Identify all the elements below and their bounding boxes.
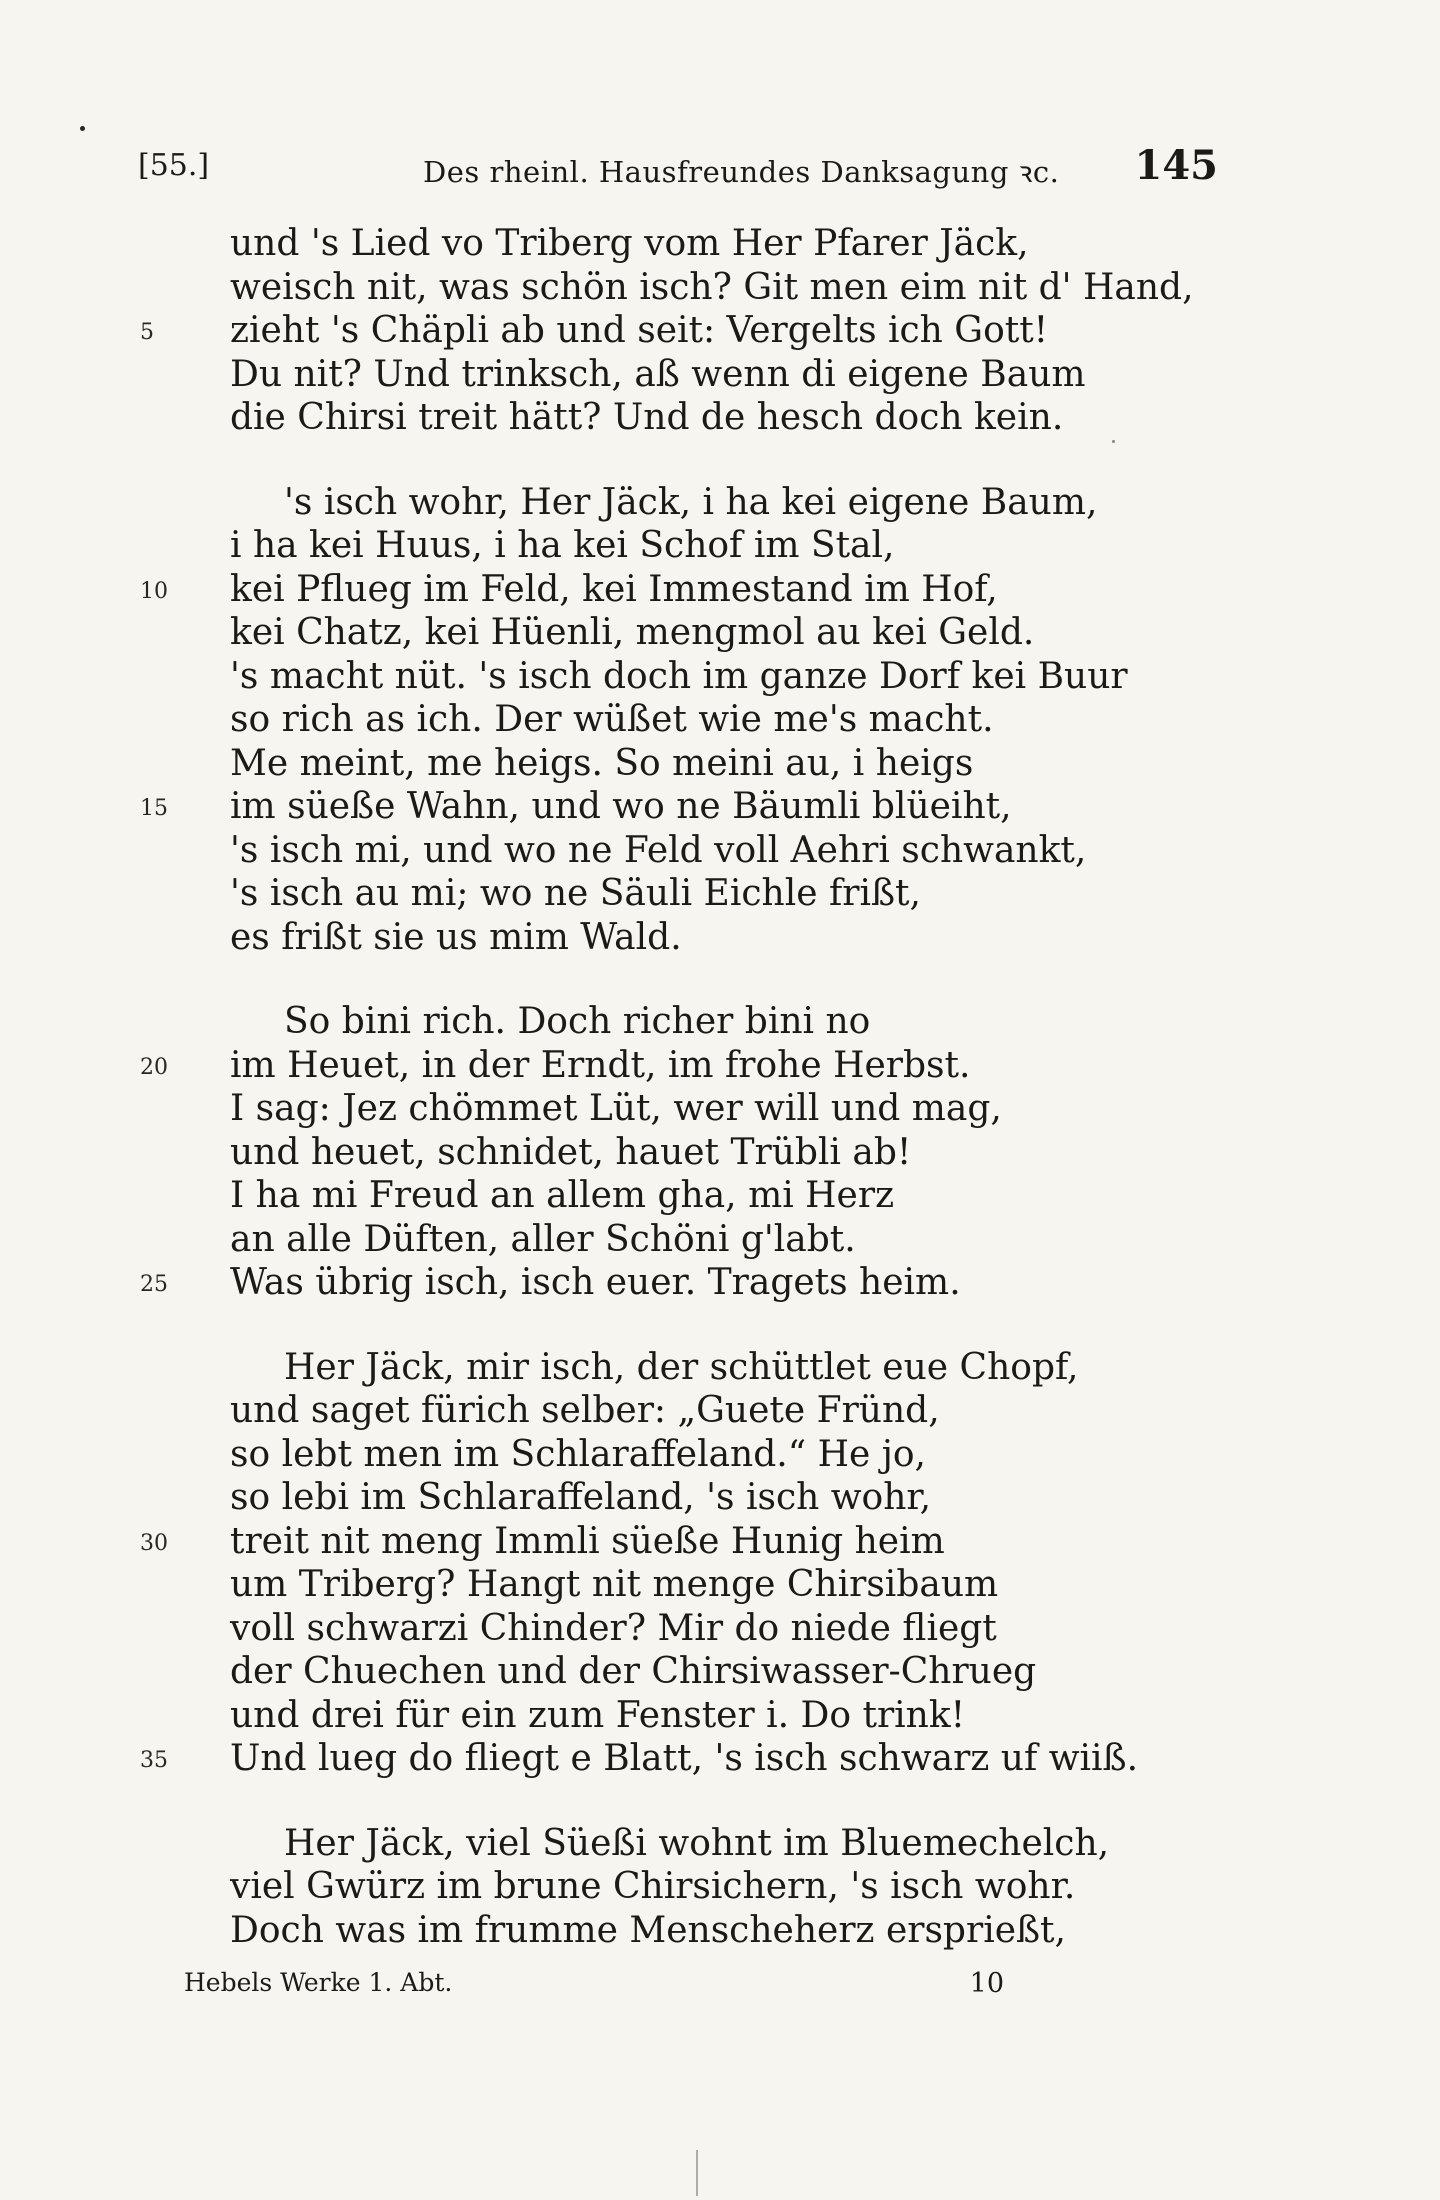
verse-text: i ha kei Huus, i ha kei Schof im Stal,	[230, 525, 895, 566]
verse-text: Und lueg do fliegt e Blatt, 's isch schwarz uf wiiß.	[230, 1738, 1139, 1779]
verse-line	[0, 1865, 1440, 1909]
verse-line	[0, 524, 1440, 568]
line-number: 35	[140, 1748, 168, 1773]
verse-line	[0, 266, 1440, 310]
verse-line	[0, 1737, 1440, 1781]
verse-text: um Triberg? Hangt nit menge Chirsibaum	[230, 1564, 999, 1605]
verse-line	[0, 1218, 1440, 1262]
verse-line	[0, 829, 1440, 873]
ink-speck	[80, 126, 85, 131]
stanza	[0, 1000, 1440, 1305]
verse-line	[0, 1174, 1440, 1218]
verse-text: der Chuechen und der Chirsiwasser-Chrueg	[230, 1651, 1037, 1692]
page-header	[138, 142, 1218, 198]
verse-text: Her Jäck, mir isch, der schüttlet eue Chopf,	[284, 1346, 1079, 1388]
verse-text: 's isch au mi; wo ne Säuli Eichle frißt,	[230, 873, 921, 914]
verse-line	[0, 1131, 1440, 1175]
verse-line	[0, 1563, 1440, 1607]
verse-text: I ha mi Freud an allem gha, mi Herz	[230, 1175, 895, 1216]
verse-line	[0, 222, 1440, 266]
poem-body	[0, 222, 1440, 1993]
verse-line	[0, 698, 1440, 742]
verse-line	[0, 309, 1440, 353]
verse-text: und 's Lied vo Triberg vom Her Pfarer Jäck,	[230, 223, 1029, 264]
verse-line	[0, 1607, 1440, 1651]
verse-text: Me meint, me heigs. So meini au, i heigs	[230, 742, 974, 784]
verse-text: I sag: Jez chömmet Lüt, wer will und mag,	[230, 1088, 1002, 1129]
original-page-reference: [55.]	[138, 148, 210, 183]
sheet-number: 10	[969, 1968, 1004, 1999]
verse-text: 's macht nüt. 's isch doch im ganze Dorf kei Buur	[230, 655, 1128, 697]
stanza	[0, 1822, 1440, 1953]
page-footer	[184, 1968, 1044, 2008]
gutter-mark	[696, 2150, 698, 2196]
verse-text: und heuet, schnidet, hauet Trübli ab!	[230, 1131, 912, 1173]
verse-text: an alle Düften, aller Schöni g'labt.	[230, 1218, 856, 1260]
verse-text: zieht 's Chäpli ab und seit: Vergelts ich Gott!	[230, 310, 1049, 351]
verse-line	[0, 1044, 1440, 1088]
line-number: 15	[140, 796, 168, 821]
line-number: 30	[140, 1530, 168, 1556]
verse-line	[0, 1261, 1440, 1305]
line-number: 10	[140, 578, 168, 604]
verse-text: die Chirsi treit hätt? Und de hesch doch kein.	[230, 397, 1064, 438]
verse-line	[0, 568, 1440, 612]
verse-line	[0, 611, 1440, 655]
verse-text: so rich as ich. Der wüßet wie me's macht.	[230, 699, 994, 740]
page-number: 145	[1134, 142, 1218, 189]
verse-line	[0, 353, 1440, 397]
verse-text: kei Chatz, kei Hüenli, mengmol au kei Geld.	[230, 612, 1035, 653]
verse-text: und drei für ein zum Fenster i. Do trink!	[230, 1694, 966, 1736]
verse-text: kei Pflueg im Feld, kei Immestand im Hof,	[230, 568, 998, 610]
verse-text: treit nit meng Immli süeße Hunig heim	[230, 1520, 945, 1562]
verse-text: 's isch wohr, Her Jäck, i ha kei eigene Baum,	[284, 481, 1098, 523]
verse-line	[0, 1909, 1440, 1953]
verse-line	[0, 1389, 1440, 1433]
verse-line	[0, 872, 1440, 916]
verse-text: und saget fürich selber: „Guete Fründ,	[230, 1390, 940, 1431]
verse-text: So bini rich. Doch richer bini no	[284, 1001, 871, 1042]
verse-text: im Heuet, in der Erndt, im frohe Herbst.	[230, 1044, 971, 1086]
verse-text: so lebi im Schlaraffeland, 's isch wohr,	[230, 1477, 932, 1518]
line-number: 25	[140, 1272, 168, 1297]
stanza	[0, 1346, 1440, 1781]
verse-text: Her Jäck, viel Süeßi wohnt im Bluemechelch,	[284, 1822, 1110, 1864]
verse-text: 's isch mi, und wo ne Feld voll Aehri schwankt,	[230, 829, 1087, 871]
verse-text: Was übrig isch, isch euer. Tragets heim.	[230, 1262, 961, 1303]
verse-line	[0, 1694, 1440, 1738]
line-number: 20	[140, 1054, 168, 1080]
verse-line	[0, 1000, 1440, 1044]
verse-line	[0, 742, 1440, 786]
verse-line	[0, 655, 1440, 699]
printer-signature: Hebels Werke 1. Abt.	[184, 1968, 453, 1997]
verse-line	[0, 1476, 1440, 1520]
verse-text: so lebt men im Schlaraffeland.“ He jo,	[230, 1433, 926, 1475]
verse-text: im süeße Wahn, und wo ne Bäumli blüeiht,	[230, 786, 1012, 827]
verse-text: Doch was im frumme Menscheherz erspriеßt,	[230, 1909, 1066, 1951]
line-number: 5	[140, 320, 154, 345]
verse-line	[0, 1822, 1440, 1866]
verse-line	[0, 1433, 1440, 1477]
verse-line	[0, 1346, 1440, 1390]
stanza	[0, 481, 1440, 960]
verse-line	[0, 1520, 1440, 1564]
verse-line	[0, 785, 1440, 829]
verse-text: voll schwarzi Chinder? Mir do niede fliegt	[230, 1607, 997, 1649]
verse-text: es frißt sie us mim Wald.	[230, 916, 682, 958]
verse-line	[0, 1087, 1440, 1131]
verse-text: Du nit? Und trinksch, aß wenn di eigene Baum	[230, 353, 1086, 395]
verse-line	[0, 1650, 1440, 1694]
verse-text: weisch nit, was schön isch? Git men eim nit d' Hand,	[230, 266, 1194, 308]
verse-line	[0, 396, 1440, 440]
running-title: Des rheinl. Hausfreundes Danksagung ꝛc.	[423, 155, 1060, 189]
verse-line	[0, 481, 1440, 525]
stanza	[0, 222, 1440, 440]
verse-line	[0, 916, 1440, 960]
verse-text: viel Gwürz im brune Chirsichern, 's isch wohr.	[230, 1866, 1076, 1907]
